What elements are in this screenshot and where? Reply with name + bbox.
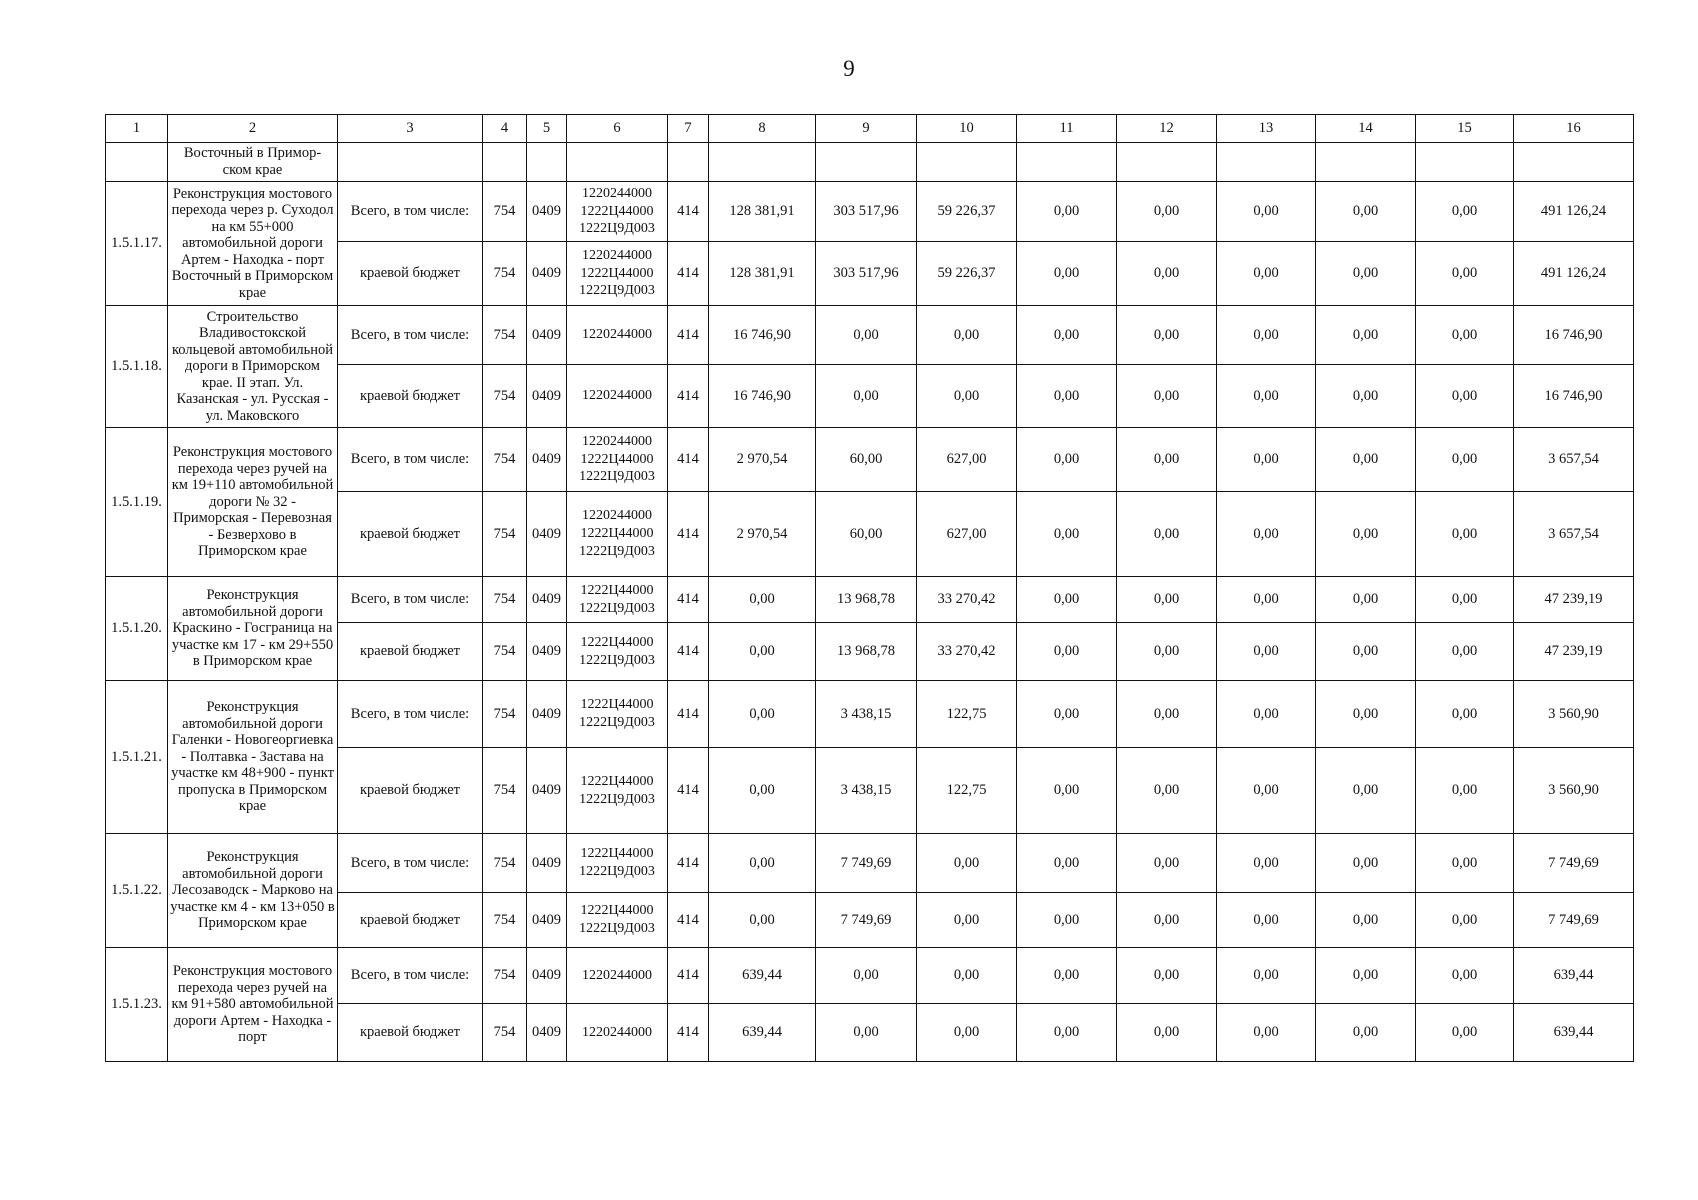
cell-value-2024: 0,00 bbox=[1217, 681, 1316, 748]
cell-expense-type: 414 bbox=[668, 1004, 709, 1062]
table-body bbox=[106, 143, 1634, 1062]
cell-value-2023: 0,00 bbox=[1117, 428, 1217, 492]
cell-expense-type: 414 bbox=[668, 681, 709, 748]
cell-value-2023: 0,00 bbox=[1117, 306, 1217, 365]
cell-item-name: Реконструкция автомобильной дороги Лесозаводск - Марково на участке км 4 - км 13+050 в Приморском крае bbox=[168, 834, 338, 948]
cell-value-2023: 0,00 bbox=[1117, 948, 1217, 1004]
cell-value-total: 16 746,90 bbox=[1514, 306, 1634, 365]
cell-value-2020: 0,00 bbox=[816, 306, 917, 365]
cell-grbs: 754 bbox=[483, 306, 527, 365]
cell-value-2022: 0,00 bbox=[1017, 748, 1117, 834]
col-header: 9 bbox=[816, 115, 917, 143]
cell-target-article: 1220244000 bbox=[567, 948, 668, 1004]
header-row bbox=[106, 115, 1634, 143]
cell-value-2020: 303 517,96 bbox=[816, 182, 917, 242]
cell-value-2019: 2 970,54 bbox=[709, 428, 816, 492]
col-header: 14 bbox=[1316, 115, 1416, 143]
cell-value-2025: 0,00 bbox=[1316, 365, 1416, 428]
cell-value-2019: 0,00 bbox=[709, 623, 816, 681]
cell-value-2025: 0,00 bbox=[1316, 623, 1416, 681]
cell-value-2019: 16 746,90 bbox=[709, 365, 816, 428]
cell-funding-source: краевой бюджет bbox=[338, 242, 483, 306]
cell-value-2019: 639,44 bbox=[709, 1004, 816, 1062]
cell-value-2020: 60,00 bbox=[816, 492, 917, 577]
cell-grbs: 754 bbox=[483, 948, 527, 1004]
cell-target-article: 1220244000 1222Ц44000 1222Ц9Д003 bbox=[567, 428, 668, 492]
cell-item-name: Реконструкция мостового перехода через ручей на км 91+580 автомобильной дороги Артем - Находка - порт bbox=[168, 948, 338, 1062]
cell-section: 0409 bbox=[527, 492, 567, 577]
cell-item-name: Реконструкция автомобильной дороги Галенки - Новогеоргиевка - Полтавка - Застава на участке км 48+900 - пункт пропуска в Приморском крае bbox=[168, 681, 338, 834]
cell-funding-source: краевой бюджет bbox=[338, 623, 483, 681]
cell-item-code: 1.5.1.19. bbox=[106, 428, 168, 577]
cell-funding-source: Всего, в том числе: bbox=[338, 182, 483, 242]
cell-expense-type: 414 bbox=[668, 242, 709, 306]
cell-value-2026: 0,00 bbox=[1416, 834, 1514, 893]
cell-value-2025: 0,00 bbox=[1316, 1004, 1416, 1062]
cell-item-name: Строительство Владивостокской кольцевой автомобильной дороги в Приморском крае. II этап. Ул. Казанская - ул. Русская - ул. Маковского bbox=[168, 306, 338, 428]
cell-funding-source: Всего, в том числе: bbox=[338, 577, 483, 623]
cell-value-2019: 0,00 bbox=[709, 681, 816, 748]
cell-value-2026: 0,00 bbox=[1416, 428, 1514, 492]
cell-value-2019: 2 970,54 bbox=[709, 492, 816, 577]
cell-item-code: 1.5.1.21. bbox=[106, 681, 168, 834]
cell-value-2025: 0,00 bbox=[1316, 893, 1416, 948]
table-row bbox=[106, 306, 1634, 365]
cell-section: 0409 bbox=[527, 242, 567, 306]
cell-value-2025: 0,00 bbox=[1316, 748, 1416, 834]
cell-section: 0409 bbox=[527, 893, 567, 948]
cell-item-name: Реконструкция мостового перехода через р. Суходол на км 55+000 автомобильной дороги Артем - Находка - порт Восточный в Приморском крае bbox=[168, 182, 338, 306]
cell-value-2019: 0,00 bbox=[709, 577, 816, 623]
cell-expense-type: 414 bbox=[668, 365, 709, 428]
cell-value-2023: 0,00 bbox=[1117, 893, 1217, 948]
col-header: 10 bbox=[917, 115, 1017, 143]
cell-value-2021: 122,75 bbox=[917, 748, 1017, 834]
cell-value-2024: 0,00 bbox=[1217, 242, 1316, 306]
cell-value-2021: 122,75 bbox=[917, 681, 1017, 748]
cell-value-2026: 0,00 bbox=[1416, 365, 1514, 428]
cell-value-2022: 0,00 bbox=[1017, 948, 1117, 1004]
cell-target-article: 1220244000 bbox=[567, 1004, 668, 1062]
col-header: 4 bbox=[483, 115, 527, 143]
cell-target-article: 1222Ц44000 1222Ц9Д003 bbox=[567, 748, 668, 834]
cell-target-article: 1220244000 1222Ц44000 1222Ц9Д003 bbox=[567, 242, 668, 306]
cell-value-total: 3 657,54 bbox=[1514, 492, 1634, 577]
cell-target-article: 1222Ц44000 1222Ц9Д003 bbox=[567, 681, 668, 748]
cell-value-2026: 0,00 bbox=[1416, 242, 1514, 306]
cell-value-total: 3 657,54 bbox=[1514, 428, 1634, 492]
cell-funding-source: Всего, в том числе: bbox=[338, 306, 483, 365]
cell-value-total: 639,44 bbox=[1514, 1004, 1634, 1062]
cell-grbs: 754 bbox=[483, 748, 527, 834]
table-row bbox=[106, 834, 1634, 893]
cell-value-2023: 0,00 bbox=[1117, 834, 1217, 893]
cell-value-2022: 0,00 bbox=[1017, 306, 1117, 365]
cell-target-article: 1220244000 bbox=[567, 306, 668, 365]
cell-section: 0409 bbox=[527, 428, 567, 492]
cell-grbs: 754 bbox=[483, 365, 527, 428]
cell-value-2024: 0,00 bbox=[1217, 577, 1316, 623]
cell-value-2019: 639,44 bbox=[709, 948, 816, 1004]
cell-value-2022: 0,00 bbox=[1017, 681, 1117, 748]
col-header: 6 bbox=[567, 115, 668, 143]
cell-value-2023: 0,00 bbox=[1117, 365, 1217, 428]
cell-empty bbox=[1117, 143, 1217, 182]
cell-value-2019: 0,00 bbox=[709, 834, 816, 893]
budget-table bbox=[105, 114, 1634, 1062]
cell-value-2022: 0,00 bbox=[1017, 365, 1117, 428]
cell-empty bbox=[1217, 143, 1316, 182]
cell-value-2021: 0,00 bbox=[917, 365, 1017, 428]
col-header: 16 bbox=[1514, 115, 1634, 143]
cell-value-2021: 0,00 bbox=[917, 1004, 1017, 1062]
cell-code bbox=[106, 143, 168, 182]
cell-empty bbox=[668, 143, 709, 182]
cell-value-2021: 59 226,37 bbox=[917, 242, 1017, 306]
cell-value-total: 7 749,69 bbox=[1514, 893, 1634, 948]
cell-funding-source: Всего, в том числе: bbox=[338, 681, 483, 748]
cell-value-2024: 0,00 bbox=[1217, 365, 1316, 428]
cell-item-code: 1.5.1.18. bbox=[106, 306, 168, 428]
col-header: 3 bbox=[338, 115, 483, 143]
cell-value-2024: 0,00 bbox=[1217, 306, 1316, 365]
cell-value-2025: 0,00 bbox=[1316, 948, 1416, 1004]
cell-name: Восточный в Примор-ском крае bbox=[168, 143, 338, 182]
continuation-row bbox=[106, 143, 1634, 182]
cell-section: 0409 bbox=[527, 365, 567, 428]
cell-grbs: 754 bbox=[483, 681, 527, 748]
cell-value-2024: 0,00 bbox=[1217, 748, 1316, 834]
cell-value-2026: 0,00 bbox=[1416, 681, 1514, 748]
page-number: 9 bbox=[843, 56, 855, 81]
cell-funding-source: Всего, в том числе: bbox=[338, 948, 483, 1004]
cell-value-2019: 0,00 bbox=[709, 893, 816, 948]
cell-funding-source: Всего, в том числе: bbox=[338, 428, 483, 492]
cell-empty bbox=[567, 143, 668, 182]
cell-section: 0409 bbox=[527, 948, 567, 1004]
cell-section: 0409 bbox=[527, 182, 567, 242]
cell-value-total: 47 239,19 bbox=[1514, 577, 1634, 623]
cell-value-2025: 0,00 bbox=[1316, 306, 1416, 365]
cell-value-2019: 0,00 bbox=[709, 748, 816, 834]
cell-section: 0409 bbox=[527, 1004, 567, 1062]
cell-value-2025: 0,00 bbox=[1316, 242, 1416, 306]
cell-value-2022: 0,00 bbox=[1017, 182, 1117, 242]
cell-empty bbox=[1316, 143, 1416, 182]
cell-value-2020: 3 438,15 bbox=[816, 748, 917, 834]
cell-value-2023: 0,00 bbox=[1117, 242, 1217, 306]
cell-funding-source: краевой бюджет bbox=[338, 1004, 483, 1062]
cell-value-2020: 0,00 bbox=[816, 365, 917, 428]
cell-item-code: 1.5.1.20. bbox=[106, 577, 168, 681]
cell-item-code: 1.5.1.17. bbox=[106, 182, 168, 306]
col-header: 2 bbox=[168, 115, 338, 143]
cell-funding-source: краевой бюджет bbox=[338, 365, 483, 428]
col-header: 12 bbox=[1117, 115, 1217, 143]
cell-expense-type: 414 bbox=[668, 306, 709, 365]
cell-value-2025: 0,00 bbox=[1316, 577, 1416, 623]
cell-value-2024: 0,00 bbox=[1217, 1004, 1316, 1062]
cell-value-2025: 0,00 bbox=[1316, 681, 1416, 748]
cell-value-2026: 0,00 bbox=[1416, 182, 1514, 242]
cell-value-2023: 0,00 bbox=[1117, 577, 1217, 623]
cell-funding-source: краевой бюджет bbox=[338, 893, 483, 948]
cell-value-2021: 33 270,42 bbox=[917, 623, 1017, 681]
cell-value-2020: 7 749,69 bbox=[816, 893, 917, 948]
cell-item-code: 1.5.1.22. bbox=[106, 834, 168, 948]
cell-grbs: 754 bbox=[483, 182, 527, 242]
cell-empty bbox=[816, 143, 917, 182]
cell-expense-type: 414 bbox=[668, 893, 709, 948]
cell-grbs: 754 bbox=[483, 893, 527, 948]
cell-value-2026: 0,00 bbox=[1416, 623, 1514, 681]
cell-value-2026: 0,00 bbox=[1416, 948, 1514, 1004]
cell-value-2023: 0,00 bbox=[1117, 623, 1217, 681]
cell-funding-source: краевой бюджет bbox=[338, 748, 483, 834]
cell-grbs: 754 bbox=[483, 577, 527, 623]
cell-value-2023: 0,00 bbox=[1117, 492, 1217, 577]
col-header: 13 bbox=[1217, 115, 1316, 143]
cell-expense-type: 414 bbox=[668, 623, 709, 681]
cell-value-2024: 0,00 bbox=[1217, 623, 1316, 681]
cell-funding-source: краевой бюджет bbox=[338, 492, 483, 577]
cell-value-2026: 0,00 bbox=[1416, 1004, 1514, 1062]
cell-empty bbox=[483, 143, 527, 182]
cell-value-2024: 0,00 bbox=[1217, 428, 1316, 492]
cell-grbs: 754 bbox=[483, 492, 527, 577]
cell-expense-type: 414 bbox=[668, 748, 709, 834]
cell-target-article: 1220244000 bbox=[567, 365, 668, 428]
cell-grbs: 754 bbox=[483, 623, 527, 681]
cell-target-article: 1220244000 1222Ц44000 1222Ц9Д003 bbox=[567, 492, 668, 577]
cell-value-2024: 0,00 bbox=[1217, 893, 1316, 948]
cell-target-article: 1220244000 1222Ц44000 1222Ц9Д003 bbox=[567, 182, 668, 242]
cell-value-2021: 0,00 bbox=[917, 948, 1017, 1004]
cell-value-2023: 0,00 bbox=[1117, 1004, 1217, 1062]
cell-value-2021: 0,00 bbox=[917, 306, 1017, 365]
cell-value-total: 491 126,24 bbox=[1514, 242, 1634, 306]
cell-expense-type: 414 bbox=[668, 428, 709, 492]
cell-value-2026: 0,00 bbox=[1416, 492, 1514, 577]
cell-value-2021: 33 270,42 bbox=[917, 577, 1017, 623]
cell-value-2024: 0,00 bbox=[1217, 492, 1316, 577]
cell-value-total: 16 746,90 bbox=[1514, 365, 1634, 428]
cell-target-article: 1222Ц44000 1222Ц9Д003 bbox=[567, 834, 668, 893]
cell-target-article: 1222Ц44000 1222Ц9Д003 bbox=[567, 577, 668, 623]
cell-value-2020: 0,00 bbox=[816, 1004, 917, 1062]
cell-value-2026: 0,00 bbox=[1416, 893, 1514, 948]
cell-section: 0409 bbox=[527, 748, 567, 834]
cell-value-2022: 0,00 bbox=[1017, 893, 1117, 948]
cell-value-2020: 7 749,69 bbox=[816, 834, 917, 893]
col-header: 5 bbox=[527, 115, 567, 143]
cell-grbs: 754 bbox=[483, 242, 527, 306]
cell-value-2026: 0,00 bbox=[1416, 748, 1514, 834]
cell-value-2023: 0,00 bbox=[1117, 748, 1217, 834]
cell-section: 0409 bbox=[527, 623, 567, 681]
cell-expense-type: 414 bbox=[668, 948, 709, 1004]
cell-section: 0409 bbox=[527, 306, 567, 365]
cell-value-2019: 16 746,90 bbox=[709, 306, 816, 365]
col-header: 7 bbox=[668, 115, 709, 143]
cell-item-code: 1.5.1.23. bbox=[106, 948, 168, 1062]
table-row bbox=[106, 428, 1634, 492]
cell-expense-type: 414 bbox=[668, 182, 709, 242]
cell-value-2026: 0,00 bbox=[1416, 577, 1514, 623]
cell-value-2020: 13 968,78 bbox=[816, 623, 917, 681]
col-header: 11 bbox=[1017, 115, 1117, 143]
cell-value-total: 3 560,90 bbox=[1514, 681, 1634, 748]
cell-grbs: 754 bbox=[483, 834, 527, 893]
cell-value-total: 47 239,19 bbox=[1514, 623, 1634, 681]
cell-value-2019: 128 381,91 bbox=[709, 242, 816, 306]
cell-value-total: 491 126,24 bbox=[1514, 182, 1634, 242]
cell-value-2021: 627,00 bbox=[917, 492, 1017, 577]
cell-empty bbox=[527, 143, 567, 182]
cell-value-2020: 60,00 bbox=[816, 428, 917, 492]
cell-empty bbox=[1514, 143, 1634, 182]
cell-funding-source: Всего, в том числе: bbox=[338, 834, 483, 893]
table-header bbox=[106, 115, 1634, 143]
cell-value-2022: 0,00 bbox=[1017, 577, 1117, 623]
cell-target-article: 1222Ц44000 1222Ц9Д003 bbox=[567, 623, 668, 681]
col-header: 1 bbox=[106, 115, 168, 143]
cell-item-name: Реконструкция мостового перехода через ручей на км 19+110 автомобильной дороги № 32 - Приморская - Перевозная - Безверхово в Приморском крае bbox=[168, 428, 338, 577]
cell-value-2025: 0,00 bbox=[1316, 492, 1416, 577]
cell-value-2021: 59 226,37 bbox=[917, 182, 1017, 242]
table-row bbox=[106, 182, 1634, 242]
cell-grbs: 754 bbox=[483, 428, 527, 492]
cell-value-2020: 13 968,78 bbox=[816, 577, 917, 623]
cell-value-2024: 0,00 bbox=[1217, 948, 1316, 1004]
cell-value-total: 3 560,90 bbox=[1514, 748, 1634, 834]
cell-section: 0409 bbox=[527, 577, 567, 623]
cell-expense-type: 414 bbox=[668, 834, 709, 893]
cell-grbs: 754 bbox=[483, 1004, 527, 1062]
cell-value-2025: 0,00 bbox=[1316, 834, 1416, 893]
cell-value-2022: 0,00 bbox=[1017, 492, 1117, 577]
cell-empty bbox=[1416, 143, 1514, 182]
cell-empty bbox=[1017, 143, 1117, 182]
col-header: 15 bbox=[1416, 115, 1514, 143]
cell-section: 0409 bbox=[527, 681, 567, 748]
cell-value-2025: 0,00 bbox=[1316, 182, 1416, 242]
cell-value-total: 639,44 bbox=[1514, 948, 1634, 1004]
cell-value-2021: 0,00 bbox=[917, 834, 1017, 893]
cell-value-2026: 0,00 bbox=[1416, 306, 1514, 365]
cell-value-2024: 0,00 bbox=[1217, 182, 1316, 242]
table-row bbox=[106, 681, 1634, 748]
cell-value-total: 7 749,69 bbox=[1514, 834, 1634, 893]
cell-value-2025: 0,00 bbox=[1316, 428, 1416, 492]
table-row bbox=[106, 948, 1634, 1004]
cell-value-2023: 0,00 bbox=[1117, 182, 1217, 242]
cell-value-2022: 0,00 bbox=[1017, 428, 1117, 492]
cell-value-2022: 0,00 bbox=[1017, 834, 1117, 893]
cell-value-2019: 128 381,91 bbox=[709, 182, 816, 242]
cell-value-2024: 0,00 bbox=[1217, 834, 1316, 893]
table-row bbox=[106, 577, 1634, 623]
cell-value-2022: 0,00 bbox=[1017, 623, 1117, 681]
cell-value-2020: 3 438,15 bbox=[816, 681, 917, 748]
cell-empty bbox=[709, 143, 816, 182]
cell-empty bbox=[917, 143, 1017, 182]
cell-value-2021: 0,00 bbox=[917, 893, 1017, 948]
cell-empty bbox=[338, 143, 483, 182]
cell-value-2023: 0,00 bbox=[1117, 681, 1217, 748]
cell-target-article: 1222Ц44000 1222Ц9Д003 bbox=[567, 893, 668, 948]
cell-item-name: Реконструкция автомобильной дороги Краскино - Госграница на участке км 17 - км 29+550 в Приморском крае bbox=[168, 577, 338, 681]
cell-value-2020: 0,00 bbox=[816, 948, 917, 1004]
cell-section: 0409 bbox=[527, 834, 567, 893]
cell-expense-type: 414 bbox=[668, 577, 709, 623]
cell-value-2021: 627,00 bbox=[917, 428, 1017, 492]
cell-value-2020: 303 517,96 bbox=[816, 242, 917, 306]
cell-value-2022: 0,00 bbox=[1017, 242, 1117, 306]
col-header: 8 bbox=[709, 115, 816, 143]
cell-value-2022: 0,00 bbox=[1017, 1004, 1117, 1062]
cell-expense-type: 414 bbox=[668, 492, 709, 577]
